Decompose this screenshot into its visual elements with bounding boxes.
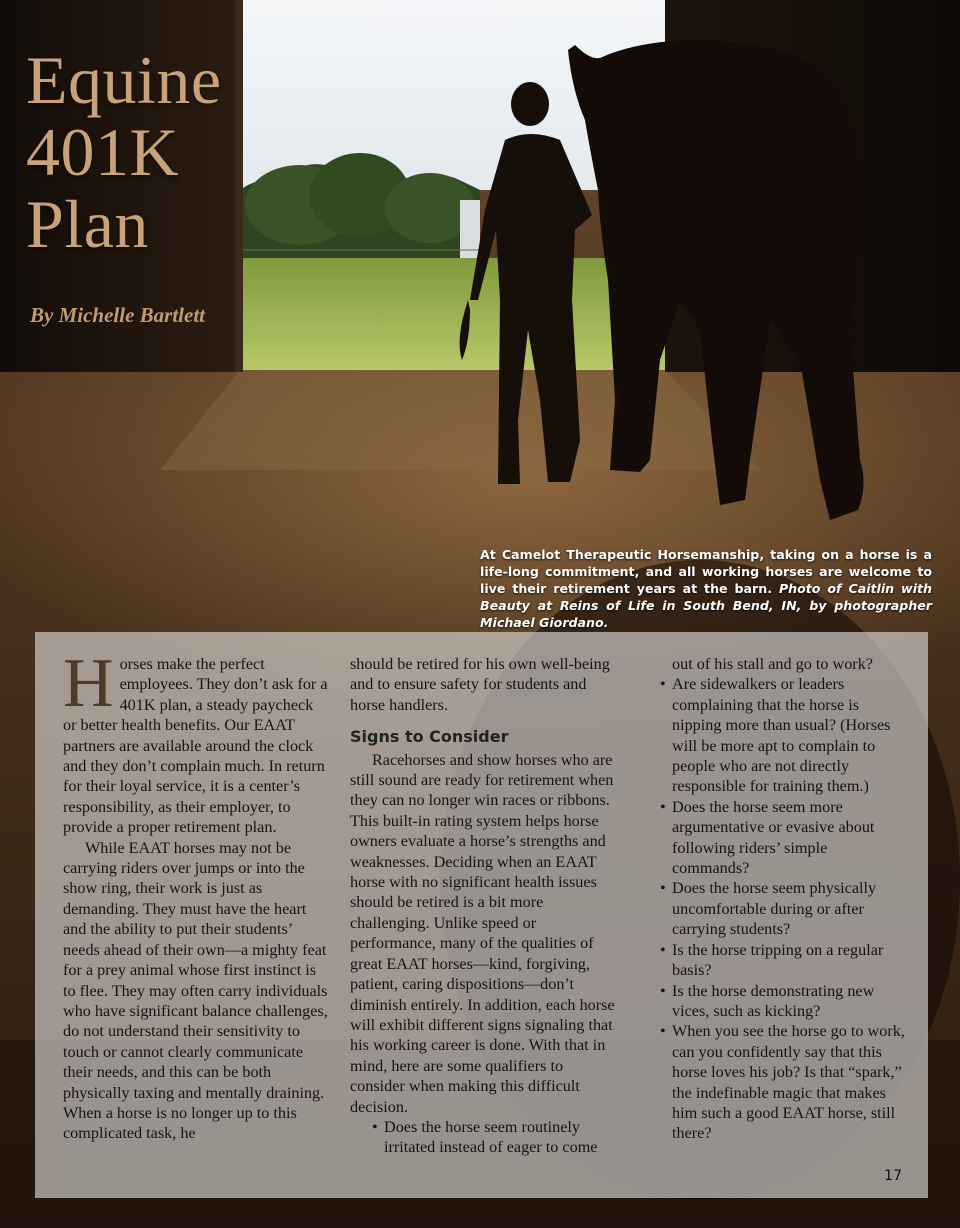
column-3 [660, 654, 908, 1144]
title-line-2: 401K [26, 114, 180, 190]
column-2 [350, 654, 620, 1158]
caption-text: At Camelot Therapeutic Horsemanship, taking on a horse is a life-long commitment, and all working horses are welcome to live their retirement years at the barn. [480, 547, 932, 596]
column-1 [63, 645, 329, 1144]
article-panel [35, 632, 928, 1198]
checklist-item: • Does the horse seem more argumentative or evasive about following riders’ simple commands? [660, 797, 908, 879]
paragraph-3: should be retired for his own well-being and to ensure safety for students and horse handlers. [350, 655, 610, 714]
section-heading: Signs to Consider [350, 727, 509, 747]
checklist-continuation: out of his stall and go to work? [672, 655, 873, 673]
drop-cap: H [63, 645, 114, 722]
checklist-item: • Are sidewalkers or leaders complaining that the horse is nipping more than usual? (Horses will be more apt to complain to people who are not directly responsible for training them.) [660, 674, 908, 796]
paragraph-1-text: orses make the perfect employees. They don’t ask for a 401K plan, a steady paycheck or better health benefits. Our EAAT partners are available around the clock and they don’t complain much. In return for their loyal service, it is a center’s responsibility, as their employer, to provide a proper retirement plan. [63, 655, 328, 837]
article-title [26, 44, 256, 260]
checklist [660, 674, 908, 1143]
title-line-1: Equine [26, 42, 222, 118]
paragraph-4: Racehorses and show horses who are still sound are ready for retirement when they can no longer win races or ribbons. This built-in rating system helps horse owners evaluate a horse’s strengths and weaknesses. Deciding when an EAAT horse with no significant health issues should be retired is a bit more challenging. Unlike speed or performance, many of the qualities of great EAAT horses—kind, forgiving, patient, caring dispositions—don’t diminish entirely. In addition, each horse will exhibit different signs signaling that his working career is done. With that in mind, here are some qualifiers to consider when making this difficult decision. [350, 750, 615, 1116]
title-line-3: Plan [26, 186, 149, 262]
page-number: 17 [884, 1168, 902, 1184]
checklist-item: • Does the horse seem routinely irritated instead of eager to come [350, 1117, 620, 1158]
paragraph-2: While EAAT horses may not be carrying riders over jumps or into the show ring, their work is just as demanding. They must have the heart and the ability to put their students’ needs ahead of their own—a mighty feat for a prey animal whose first instinct is to flee. They may often carry individuals who have significant balance challenges, do not understand their sensitivity to touch or cannot clearly communicate their needs, and this can be both physically taxing and mentally draining. When a horse is no longer up to this complicated task, he [63, 838, 328, 1143]
checklist-item: • Is the horse demonstrating new vices, such as kicking? [660, 981, 908, 1022]
checklist-item: • When you see the horse go to work, can you confidently say that this horse loves his job? Is that “spark,” the indefinable magic that makes him such a good EAAT horse, still there? [660, 1021, 908, 1143]
byline: By Michelle Bartlett [30, 303, 205, 327]
photo-caption [480, 546, 932, 631]
photo-credit: Photo of Caitlin with Beauty at Reins of Life in South Bend, IN, by photographer Michael Giordano. [480, 581, 932, 630]
checklist-start [350, 1117, 620, 1158]
checklist-item: • Is the horse tripping on a regular basis? [660, 940, 908, 981]
paragraph-1 [63, 645, 329, 838]
checklist-item: • Does the horse seem physically uncomfortable during or after carrying students? [660, 878, 908, 939]
